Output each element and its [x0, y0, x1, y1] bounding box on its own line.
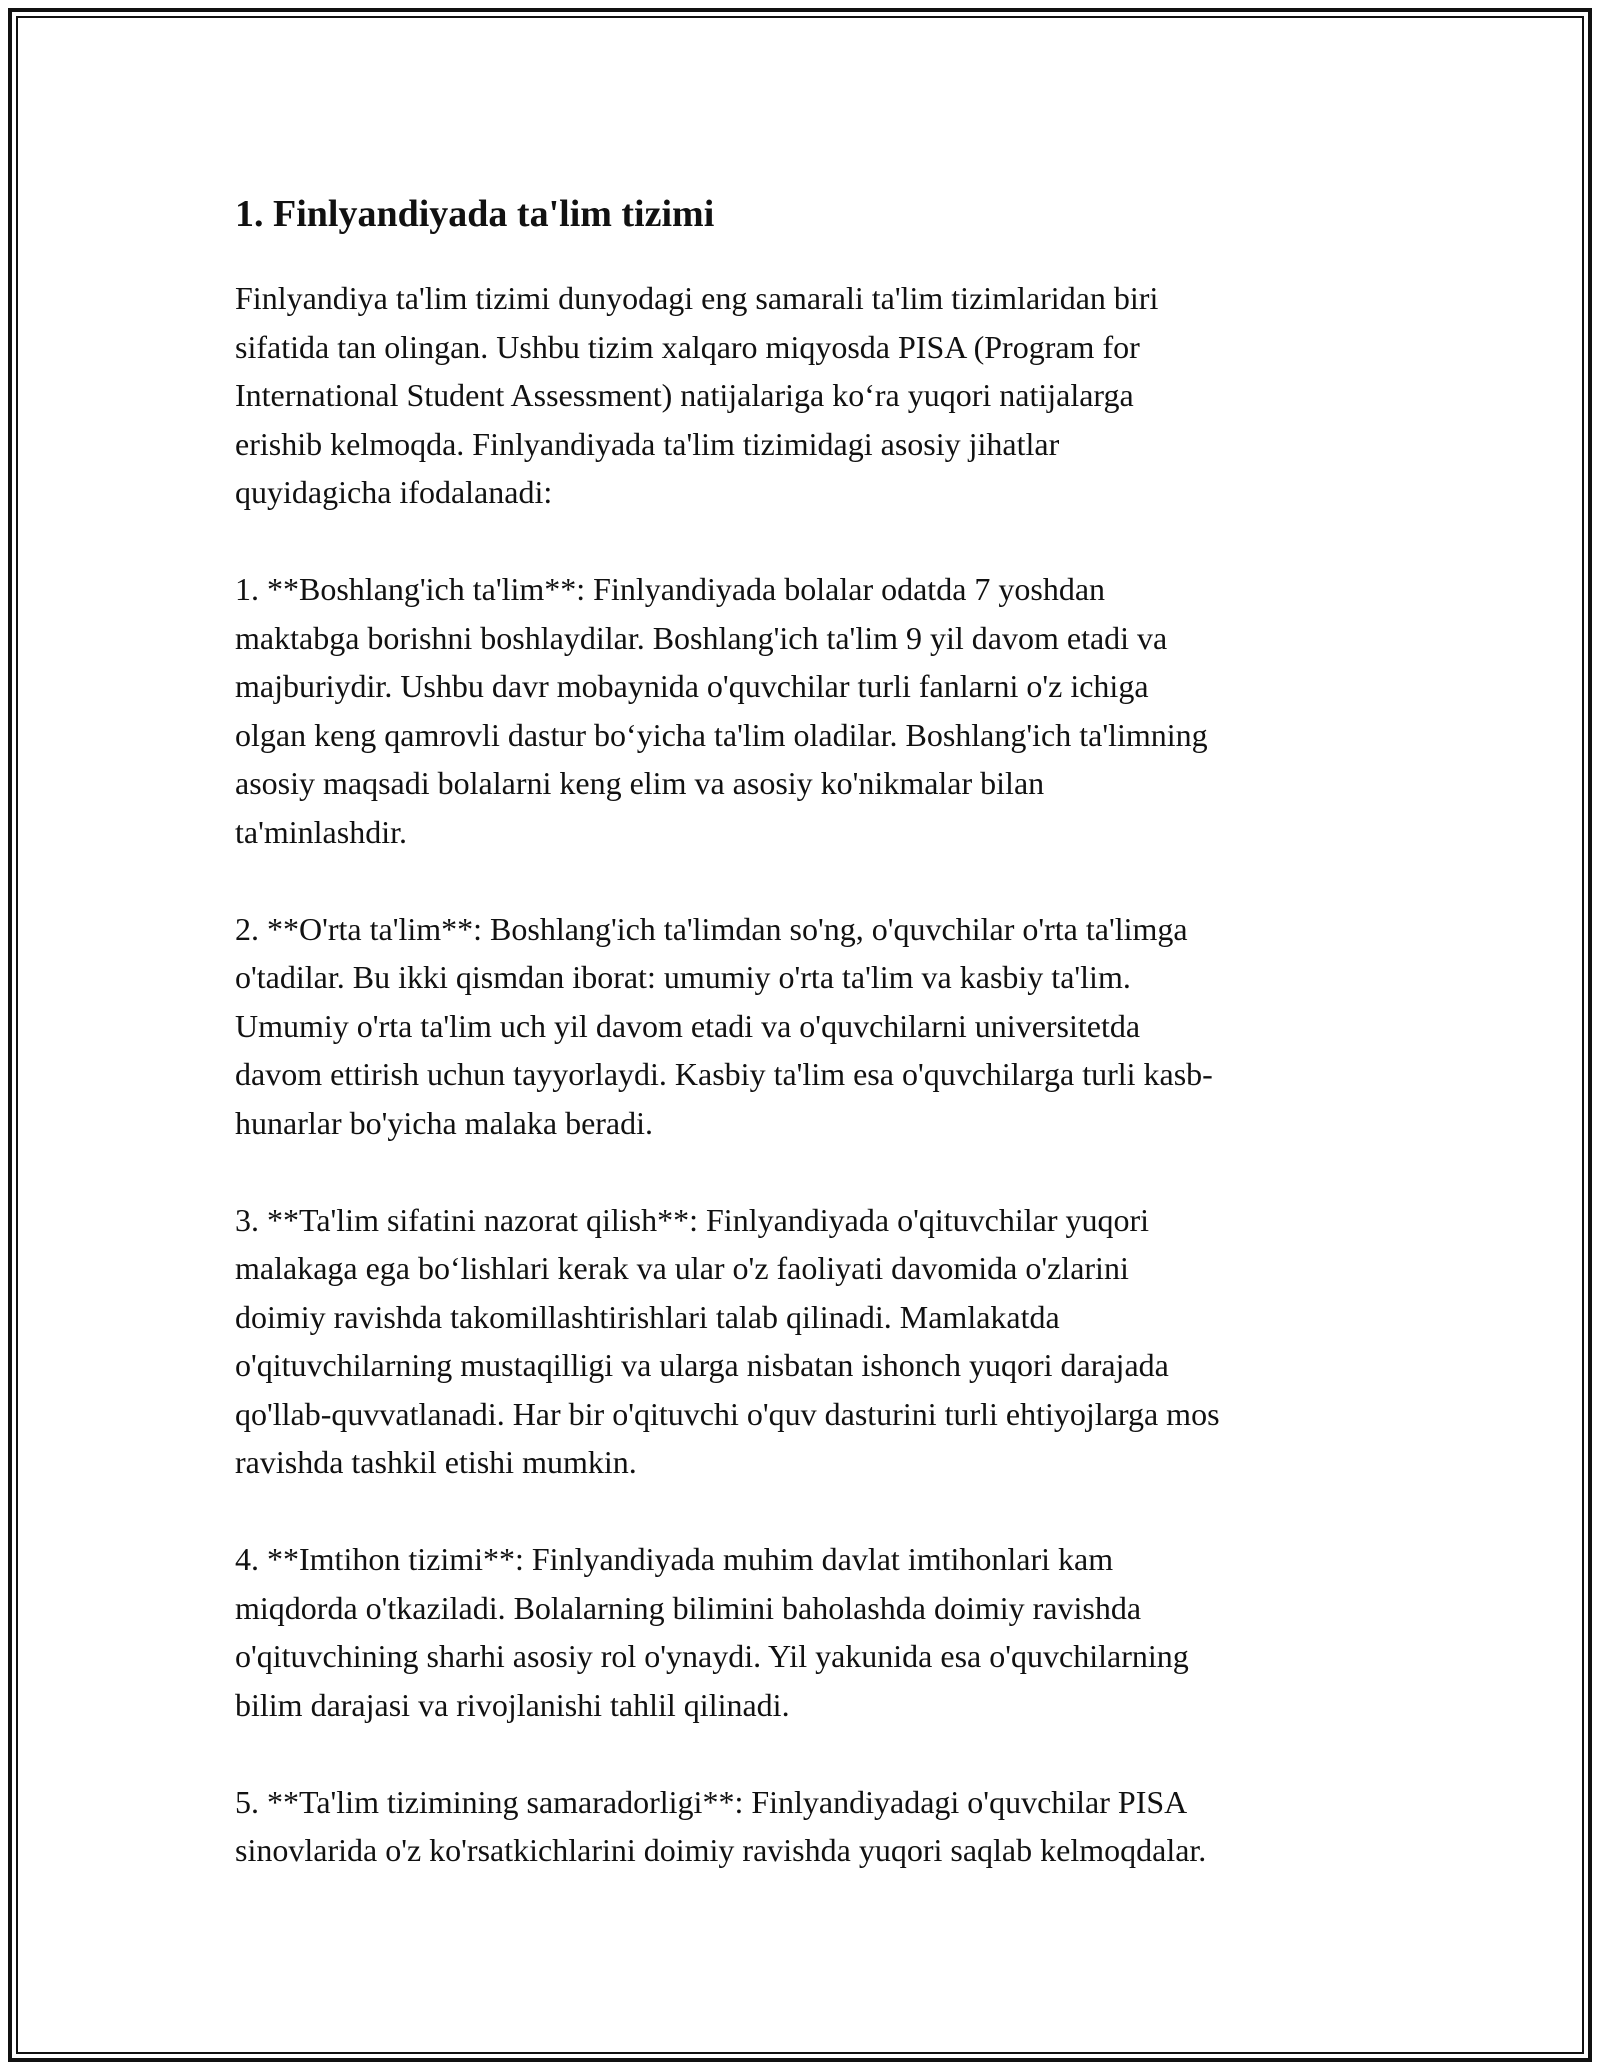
- section-heading: 1. Finlyandiyada ta'lim tizimi: [235, 193, 715, 235]
- paragraph-primary-education: 1. **Boshlang'ich ta'lim**: Finlyandiyada bolalar odatda 7 yoshdan maktabga borishni boshlaydilar. Boshlang'ich ta'lim 9 yil davom etadi va majburiydir. Ushbu davr mobaynida o'quvchilar turli fanlarni o'z ichiga olgan keng qamrovli dastur bo‘yicha ta'lim oladilar. Boshlang'ich ta'limning asosiy maqsadi bolalarni keng elim va asosiy ko'nikmalar bilan ta'minlashdir.: [235, 571, 1208, 850]
- document-body: [235, 186, 1375, 1923]
- paragraph-quality-control: 3. **Ta'lim sifatini nazorat qilish**: Finlyandiyada o'qituvchilar yuqori malakaga ega bo‘lishlari kerak va ular o'z faoliyati davomida o'zlarini doimiy ravishda takomillashtirishlari talab qilinadi. Mamlakatda o'qituvchilarning mustaqilligi va ularga nisbatan ishonch yuqori darajada qo'llab-quvvatlanadi. Har bir o'qituvchi o'quv dasturini turli ehtiyojlarga mos ravishda tashkil etishi mumkin.: [235, 1201, 1220, 1480]
- paragraph-secondary-education: 2. **O'rta ta'lim**: Boshlang'ich ta'limdan so'ng, o'quvchilar o'rta ta'limga o'tadilar. Bu ikki qismdan iborat: umumiy o'rta ta'lim va kasbiy ta'lim. Umumiy o'rta ta'lim uch yil davom etadi va o'quvchilarni universitetda davom ettirish uchun tayyorlaydi. Kasbiy ta'lim esa o'quvchilarga turli kasb- hunarlar bo'yicha malaka beradi.: [235, 910, 1213, 1141]
- paragraph-effectiveness: 5. **Ta'lim tizimining samaradorligi**: Finlyandiyadagi o'quvchilar PISA sinovlarida o'z ko'rsatkichlarini doimiy ravishda yuqori saqlab kelmoqdalar.: [235, 1783, 1207, 1868]
- paragraph-exam-system: 4. **Imtihon tizimi**: Finlyandiyada muhim davlat imtihonlari kam miqdorda o'tkaziladi. Bolalarning bilimini baholashda doimiy ravishda o'qituvchining sharhi asosiy rol o'ynaydi. Yil yakunida esa o'quvchilarning bilim darajasi va rivojlanishi tahlil qilinadi.: [235, 1541, 1189, 1723]
- intro-paragraph: Finlyandiya ta'lim tizimi dunyodagi eng samarali ta'lim tizimlaridan biri sifatida tan olingan. Ushbu tizim xalqaro miqyosda PISA (Program for International Student Assessment) natijalariga ko‘ra yuqori natijalarga erishib kelmoqda. Finlyandiyada ta'lim tizimidagi asosiy jihatlar quyidagicha ifodalanadi:: [235, 280, 1159, 510]
